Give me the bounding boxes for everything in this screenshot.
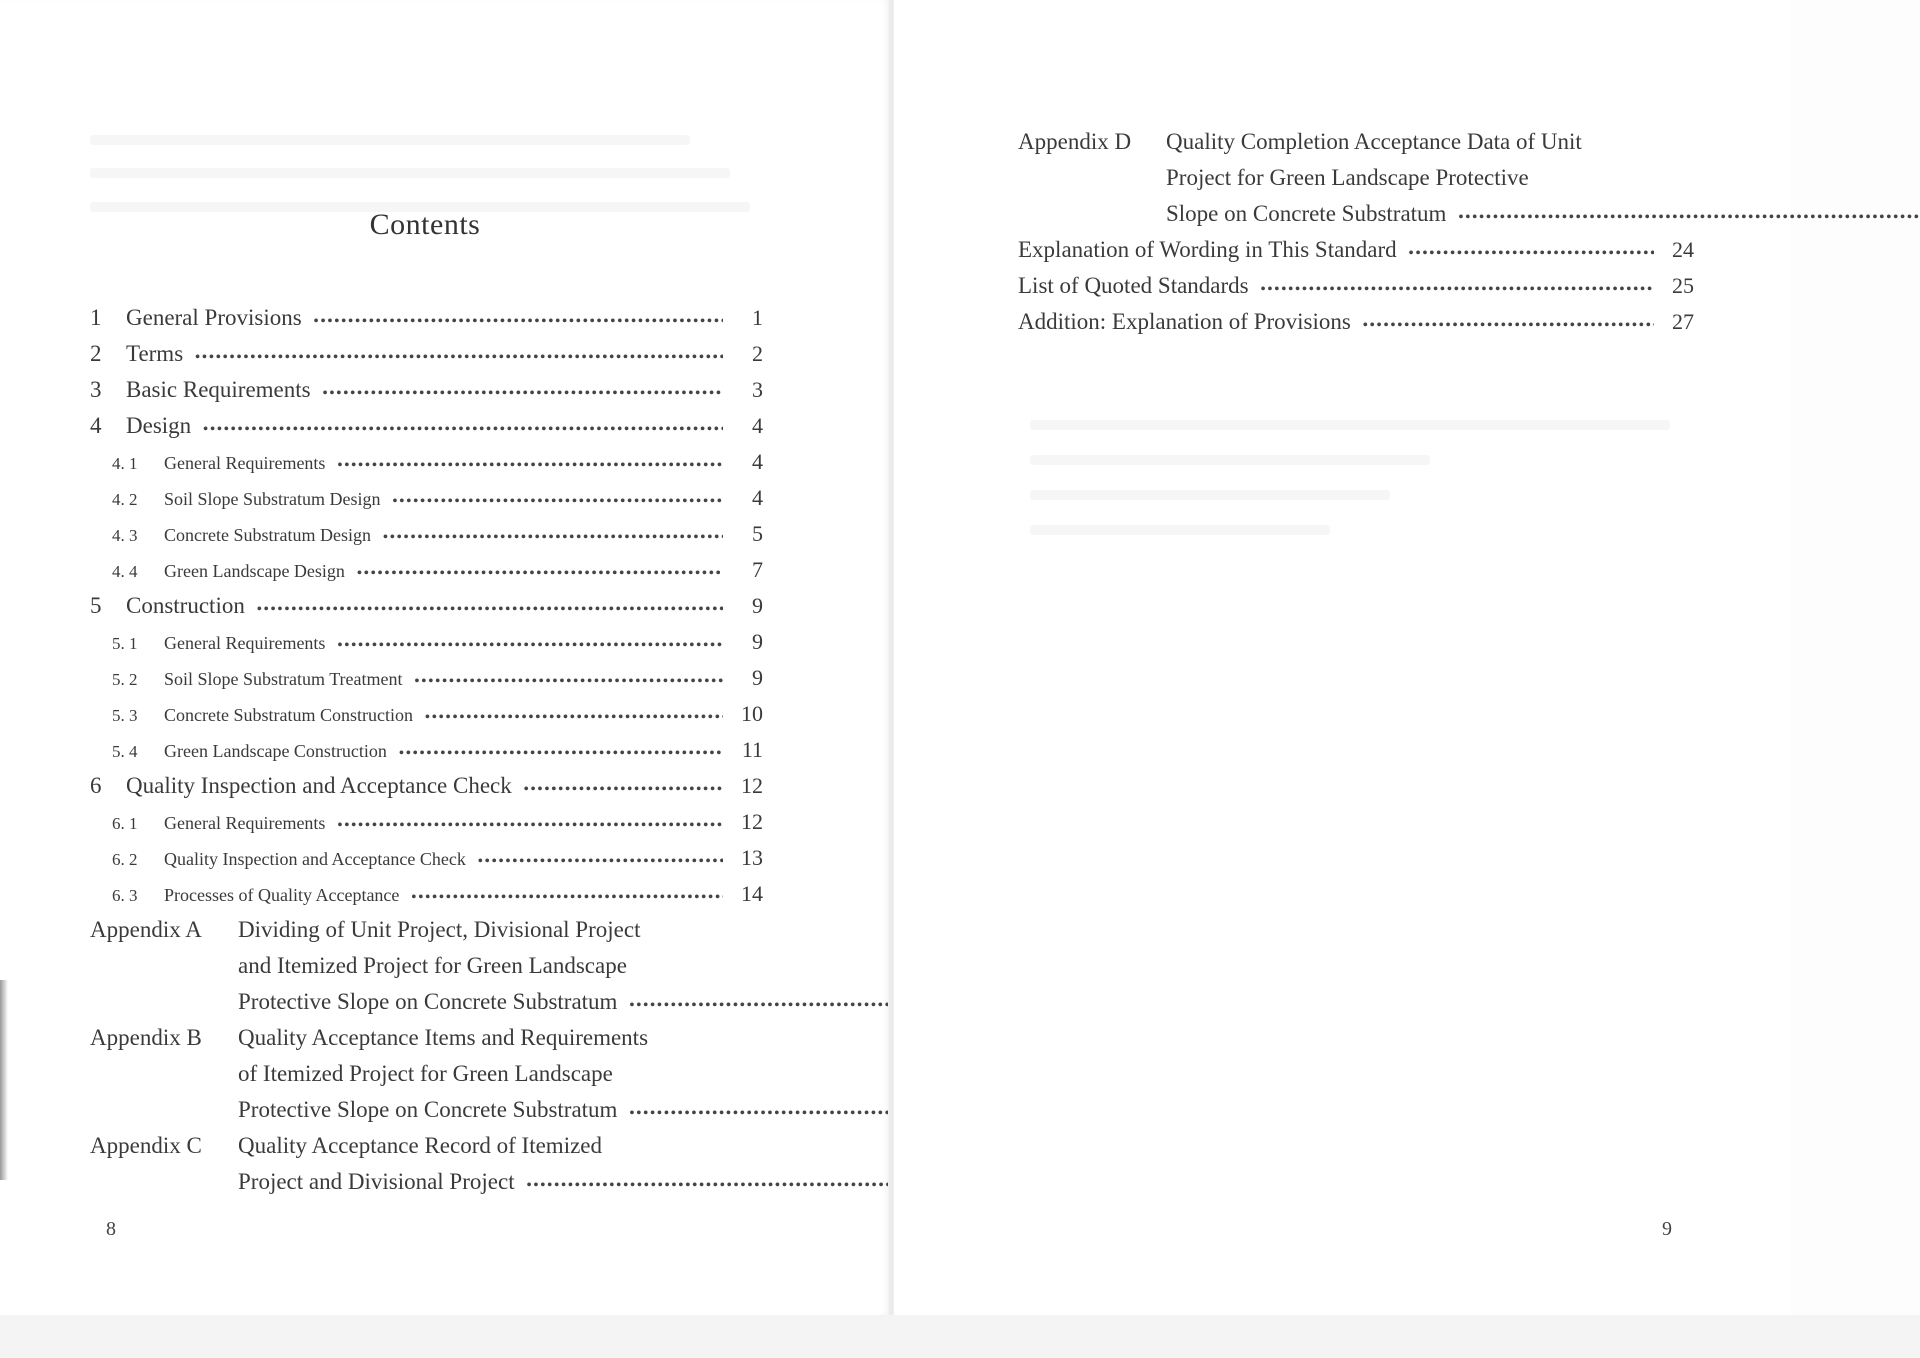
page-number: 8 xyxy=(106,1218,116,1240)
appendix-line-text: Dividing of Unit Project, Divisional Project xyxy=(238,917,641,942)
entry-number: 6. 1 xyxy=(112,814,138,833)
entry-label: List of Quoted Standards xyxy=(1018,273,1249,298)
entry-number: 3 xyxy=(90,377,102,402)
entry-page: 11 xyxy=(741,737,763,762)
dot-leader xyxy=(1458,200,1920,236)
entry-number: 5. 1 xyxy=(112,634,138,653)
dot-leader xyxy=(393,484,723,520)
dot-leader xyxy=(411,880,723,916)
scan-edge-shadow xyxy=(0,980,8,1180)
page-number: 9 xyxy=(1662,1218,1672,1240)
left-page xyxy=(0,0,890,1315)
entry-number: 4. 4 xyxy=(112,562,138,581)
appendix-line-text: Project and Divisional Project xyxy=(238,1169,515,1194)
toc-entry xyxy=(90,588,763,624)
appendix-entry-b xyxy=(90,1020,763,1128)
entry-number: 5. 3 xyxy=(112,706,138,725)
toc-entry xyxy=(90,336,763,372)
entry-page: 24 xyxy=(1672,237,1694,262)
appendix-line xyxy=(1166,124,1920,160)
entry-number: 6 xyxy=(90,773,102,798)
entry-number: 5 xyxy=(90,593,102,618)
appendix-line-text: of Itemized Project for Green Landscape xyxy=(238,1061,613,1086)
contents-title: Contents xyxy=(369,208,481,241)
appendix-entry-a xyxy=(90,912,763,1020)
dot-leader xyxy=(337,628,723,664)
appendix-line xyxy=(1166,160,1920,196)
entry-page: 12 xyxy=(741,773,763,798)
toc-entry xyxy=(90,372,763,408)
bleed-through-mark xyxy=(90,135,690,145)
entry-page: 4 xyxy=(752,413,763,438)
entry-number: 4 xyxy=(90,413,102,438)
entry-page: 12 xyxy=(741,809,763,834)
toc-subentry xyxy=(90,624,763,660)
appendix-line-text: Quality Acceptance Record of Itemized xyxy=(238,1133,603,1158)
toc-subentry xyxy=(90,876,763,912)
entry-label: General Requirements xyxy=(164,633,326,653)
entry-label: Construction xyxy=(126,593,245,618)
toc-subentry xyxy=(90,516,763,552)
entry-page: 2 xyxy=(752,341,763,366)
dot-leader xyxy=(1409,236,1654,272)
entry-label: Quality Inspection and Acceptance Check xyxy=(126,773,512,798)
entry-page: 9 xyxy=(752,593,763,618)
dot-leader xyxy=(203,412,723,448)
entry-label: Concrete Substratum Construction xyxy=(164,705,413,725)
dot-leader xyxy=(1363,308,1654,344)
entry-label: Design xyxy=(126,413,192,438)
bleed-through-mark xyxy=(1030,420,1670,430)
bleed-through-mark xyxy=(1030,490,1390,500)
entry-label: Basic Requirements xyxy=(126,377,311,402)
entry-label: Processes of Quality Acceptance xyxy=(164,885,400,905)
appendix-tag: Appendix A xyxy=(90,917,202,942)
toc-subentry xyxy=(90,732,763,768)
entry-page: 7 xyxy=(752,557,763,582)
entry-page: 3 xyxy=(752,377,763,402)
entry-number: 4. 3 xyxy=(112,526,138,545)
entry-label: Soil Slope Substratum Treatment xyxy=(164,669,403,689)
toc-subentry xyxy=(90,552,763,588)
appendix-entry-c xyxy=(90,1128,763,1200)
entry-label: General Requirements xyxy=(164,453,326,473)
appendix-line-text: Slope on Concrete Substratum xyxy=(1166,201,1447,226)
entry-page: 5 xyxy=(752,521,763,546)
dot-leader xyxy=(399,736,723,772)
dot-leader xyxy=(323,376,723,412)
toc-entry xyxy=(1018,268,1694,304)
entry-number: 5. 4 xyxy=(112,742,138,761)
entry-label: General Requirements xyxy=(164,813,326,833)
appendix-entry-d xyxy=(1018,124,1694,232)
toc-list-continued xyxy=(1018,124,1694,340)
entry-label: Concrete Substratum Design xyxy=(164,525,371,545)
entry-number: 6. 3 xyxy=(112,886,138,905)
dot-leader xyxy=(314,304,723,340)
entry-page: 10 xyxy=(741,701,763,726)
scanner-bed xyxy=(0,1315,1920,1358)
appendix-line-text: and Itemized Project for Green Landscape xyxy=(238,953,627,978)
toc-entry xyxy=(90,768,763,804)
toc-entry xyxy=(90,408,763,444)
entry-page: 4 xyxy=(752,485,763,510)
dot-leader xyxy=(478,844,723,880)
dot-leader xyxy=(195,340,723,376)
toc-list xyxy=(90,300,763,1200)
entry-label: General Provisions xyxy=(126,305,302,330)
appendix-line-text: Project for Green Landscape Protective xyxy=(1166,165,1529,190)
toc-entry xyxy=(1018,232,1694,268)
entry-label: Soil Slope Substratum Design xyxy=(164,489,381,509)
entry-label: Terms xyxy=(126,341,184,366)
appendix-body xyxy=(1166,124,1920,232)
entry-page: 27 xyxy=(1672,309,1694,334)
entry-number: 5. 2 xyxy=(112,670,138,689)
toc-subentry xyxy=(90,696,763,732)
entry-label: Explanation of Wording in This Standard xyxy=(1018,237,1397,262)
entry-page: 1 xyxy=(752,305,763,330)
dot-leader xyxy=(415,664,723,700)
entry-label: Green Landscape Construction xyxy=(164,741,387,761)
entry-number: 4. 1 xyxy=(112,454,138,473)
toc-subentry xyxy=(90,660,763,696)
dot-leader xyxy=(524,772,723,808)
appendix-tag: Appendix D xyxy=(1018,129,1132,154)
entry-page: 13 xyxy=(741,845,763,870)
appendix-tag: Appendix C xyxy=(90,1133,202,1158)
dot-leader xyxy=(337,448,723,484)
toc-subentry xyxy=(90,444,763,480)
toc-subentry xyxy=(90,480,763,516)
entry-page: 9 xyxy=(752,629,763,654)
entry-label: Addition: Explanation of Provisions xyxy=(1018,309,1351,334)
entry-number: 4. 2 xyxy=(112,490,138,509)
bleed-through-mark xyxy=(90,168,730,178)
entry-page: 25 xyxy=(1672,273,1694,298)
dot-leader xyxy=(425,700,723,736)
dot-leader xyxy=(1261,272,1654,308)
bleed-through-mark xyxy=(1030,525,1330,535)
appendix-line-text: Quality Completion Acceptance Data of Unit xyxy=(1166,129,1582,154)
appendix-tag: Appendix B xyxy=(90,1025,202,1050)
entry-label: Quality Inspection and Acceptance Check xyxy=(164,849,466,869)
dot-leader xyxy=(257,592,723,628)
entry-number: 6. 2 xyxy=(112,850,138,869)
entry-page: 14 xyxy=(741,881,763,906)
dot-leader xyxy=(337,808,723,844)
entry-number: 2 xyxy=(90,341,102,366)
entry-page: 9 xyxy=(752,665,763,690)
entry-label: Green Landscape Design xyxy=(164,561,345,581)
dot-leader xyxy=(383,520,723,556)
appendix-line xyxy=(1166,196,1920,232)
toc-entry xyxy=(90,300,763,336)
dot-leader xyxy=(357,556,723,592)
toc-entry xyxy=(1018,304,1694,340)
entry-number: 1 xyxy=(90,305,102,330)
appendix-line-text: Protective Slope on Concrete Substratum xyxy=(238,989,618,1014)
toc-subentry xyxy=(90,840,763,876)
bleed-through-mark xyxy=(1030,455,1430,465)
entry-page: 4 xyxy=(752,449,763,474)
appendix-line-text: Protective Slope on Concrete Substratum xyxy=(238,1097,618,1122)
toc-subentry xyxy=(90,804,763,840)
appendix-line-text: Quality Acceptance Items and Requirements xyxy=(238,1025,649,1050)
